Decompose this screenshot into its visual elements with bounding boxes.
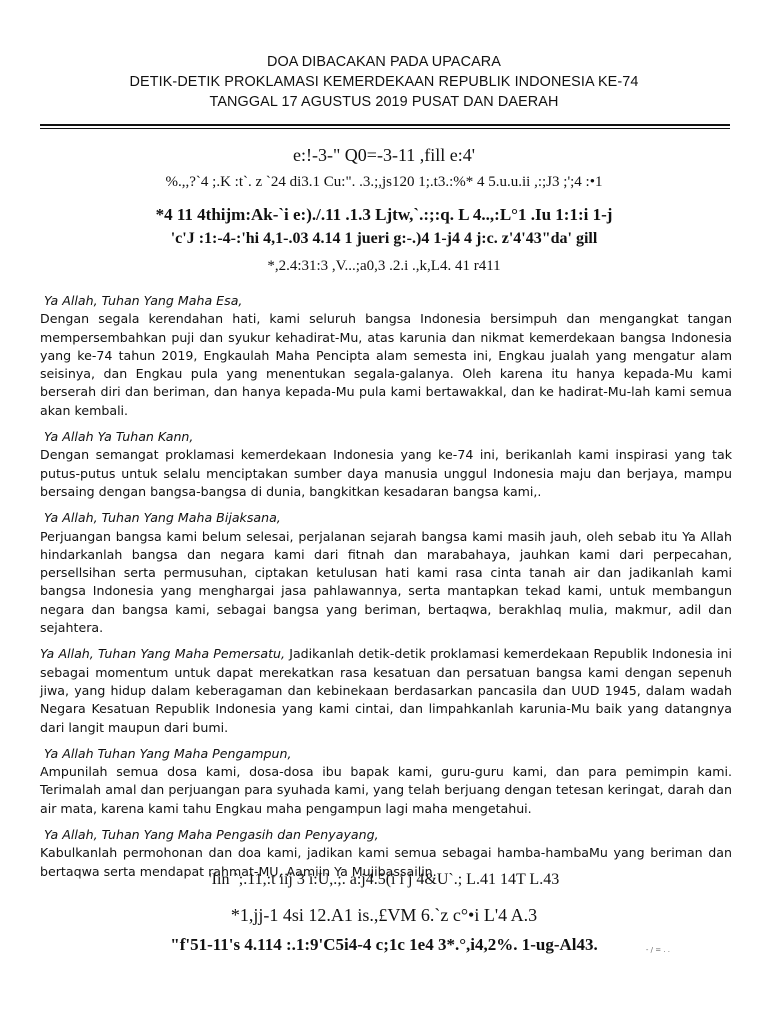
prayer-section [40, 509, 732, 637]
section-heading: Ya Allah, Tuhan Yang Maha Bijaksana, [44, 510, 281, 526]
section-heading: Ya Allah, Tuhan Yang Maha Esa, [44, 293, 243, 308]
arabic-opening-line-5: *,2.4:31:3 ,V...;a0,3 .2.i .,k,L4. 41 r411 [267, 258, 501, 274]
arabic-opening-line-4: 'c'J :1:-4-:'hi 4,1-.03 4.14 1 jueri g:-.)4 1-j4 4 j:c. z'4'43"da' gill [170, 230, 598, 247]
section-paragraph-text: Jadikanlah detik-detik proklamasi kemerdekaan Republik Indonesia ini sebagai momentum untuk dapat merekatkan rasa kesatuan dan persatuan bangsa kami dengan sepenuh jiwa, yang hidup dalam keberagaman dan kebinekaan berdasarkan pancasila dan UUD 1945, dalam wadah Negara Kesatuan Republik Indonesia yang kami cintai, dan limpahkanlah karunia-Mu baik yang datangnya dari langit maupun dari bumi. [40, 646, 732, 735]
section-paragraph: Perjuangan bangsa kami belum selesai, perjalanan sejarah bangsa kami masih jauh, oleh sebab itu Ya Allah hindarkanlah bangsa dan negara kami dari fitnah dan marabahaya, jauhkan kami dari perpecahan, persellsihan serta permusuhan, ciptakan ketulusan hati kami rasa cinta tanah air dan jadikanlah kami bangsa Indonesia yang menghargai jasa pahlawannya, serta mantapkan tekad kami, untuk membangun negara dan bangsa kami, sebagai bangsa yang beriman, bertaqwa, berakhlaq mulia, makmur, adil dan sejahtera. [40, 528, 732, 636]
page-mark: - / = . . [645, 946, 670, 954]
section-paragraph: Kabulkanlah permohonan dan doa kami, jadikan kami semua sebagai hamba-hambaMu yang beriman dan bertaqwa serta mendapat rahmat-MU, Aamiin Ya Mujibassailin. [40, 845, 732, 879]
arabic-closing-line-1: 'Iin `;.11,:t iij 3 i:U,.;. a:j4.5(i i j 4&U`.; L.41 14T L.43 [208, 871, 560, 888]
section-paragraph: Dengan semangat proklamasi kemerdekaan Indonesia yang ke-74 ini, berikanlah kami inspirasi yang tak putus-putus untuk selalu menciptakan sumber daya manusia unggul Indonesia maju dan berjaya, mampu bersaing dengan bangsa-bangsa di dunia, bangkitkan kesadaran bangsa kami,. [40, 447, 732, 499]
arabic-closing-line-3: "f'51-11's 4.114 :.1:9'C5i4-4 c;1c 1e4 3*.°,i4,2%. 1-ug-Al43. [170, 935, 598, 954]
prayer-section [40, 745, 732, 818]
header-divider-thin [40, 128, 730, 129]
section-paragraph: Ampunilah semua dosa kami, dosa-dosa ibu bapak kami, guru-guru kami, dan para pemimpin kami. Terimalah amal dan perjuangan para syuhada kami, yang telah berjuang dengan tetesan keringat, darah dan air mata, karena kami tahu Engkau maha pengampun lagi maha mengetahui. [40, 764, 732, 816]
arabic-opening-line-1: e:!-3-" Q0=-3-11 ,fill e:4' [292, 145, 476, 165]
section-paragraph: Dengan segala kerendahan hati, kami seluruh bangsa Indonesia bersimpuh dan mengangkat tangan mempersembahkan puji dan syukur kehadirat-Mu, atas karunia dan nikmat kemerdekaan bangsa Indonesia yang ke-74 tahun 2019, Engkaulah Maha Pencipta alam semesta ini, Engkau jualah yang mengatur alam seisinya, dan Engkau pula yang menentukan segala-galanya. Oleh karena itu hanya kepada-Mu kami berserah diri dan beriman, dan hanya kepada-Mu pula kami bertawakkal, dan ke hadirat-Mu-lah kami semua akan kembali. [40, 311, 732, 418]
arabic-closing-line-2: *1,jj-1 4si 12.A1 is.,£VM 6.`z c°•i L'4 A.3 [230, 905, 538, 925]
arabic-opening-line-3: *4 11 4thijm:Ak-`i e:)./.11 .1.3 Ljtw,`.:;:q. L 4..,:L°1 .Iu 1:1:i 1-j [155, 205, 613, 224]
prayer-section [40, 292, 732, 420]
section-heading: Ya Allah Tuhan Yang Maha Pengampun, [44, 745, 292, 761]
section-heading: Ya Allah Ya Tuhan Kann, [44, 429, 194, 445]
prayer-section [40, 428, 732, 501]
arabic-opening-line-2: %.,,?`4 ;.K :t`. z `24 di3.1 Cu:". .3.;,js120 1;.t3.:%* 4 5.u.u.ii ,:;J3 ;';4 :•1 [165, 174, 603, 190]
header-title-line-3: TANGGAL 17 AGUSTUS 2019 PUSAT DAN DAERAH [209, 94, 559, 110]
document-header [0, 52, 768, 112]
section-paragraph-with-inline-heading [40, 645, 732, 736]
header-divider-thick [40, 124, 730, 126]
header-title-line-1: DOA DIBACAKAN PADA UPACARA [267, 54, 501, 70]
prayer-section [40, 645, 732, 736]
section-heading: Ya Allah, Tuhan Yang Maha Pengasih dan Penyayang, [44, 827, 379, 843]
header-title-line-2: DETIK-DETIK PROKLAMASI KEMERDEKAAN REPUBLIK INDONESIA KE-74 [129, 74, 639, 90]
prayer-body [40, 292, 732, 889]
section-heading-inline: Ya Allah, Tuhan Yang Maha Pemersatu, [40, 646, 286, 662]
